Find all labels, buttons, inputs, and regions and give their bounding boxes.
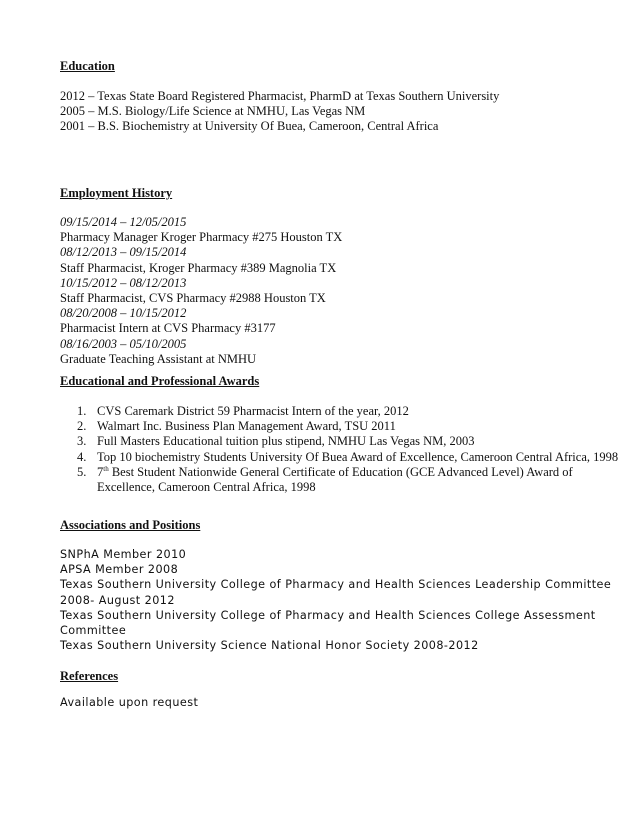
- award-text: Top 10 biochemistry Students University Of Buea Award of Excellence, Cameroon Central Africa, 1998: [97, 449, 619, 464]
- association-line: Texas Southern University College of Pharmacy and Health Sciences College Assessment: [60, 608, 596, 622]
- association-line: SNPhA Member 2010: [60, 548, 187, 561]
- job-dates: 10/15/2012 – 08/12/2013: [60, 275, 187, 290]
- education-list: [60, 89, 620, 135]
- associations-list: [60, 547, 620, 653]
- award-number: 2.: [77, 419, 87, 434]
- award-text: Walmart Inc. Business Plan Management Award, TSU 2011: [97, 419, 396, 434]
- job-title: Staff Pharmacist, Kroger Pharmacy #389 Magnolia TX: [60, 260, 337, 275]
- job-title: Pharmacy Manager Kroger Pharmacy #275 Houston TX: [60, 230, 343, 245]
- job-title: Pharmacist Intern at CVS Pharmacy #3177: [60, 321, 276, 336]
- award-text: Best Student Nationwide General Certificate of Education (GCE Advanced Level) Award of Excellence, Cameroon Central Africa, 1998: [97, 464, 573, 495]
- association-line: Texas Southern University College of Pharmacy and Health Sciences Leadership Committee: [60, 578, 612, 592]
- education-item: 2012 – Texas State Board Registered Pharmacist, PharmD at Texas Southern University: [60, 89, 500, 103]
- association-line: Texas Southern University Science National Honor Society 2008-2012: [60, 639, 479, 653]
- associations-heading: Associations and Positions: [60, 518, 201, 532]
- award-item: [60, 434, 620, 449]
- job-dates: 08/12/2013 – 09/15/2014: [60, 245, 187, 260]
- awards-heading: Educational and Professional Awards: [60, 374, 260, 388]
- award-text: Full Masters Educational tuition plus stipend, NMHU Las Vegas NM, 2003: [97, 434, 475, 449]
- employment-list: [60, 215, 620, 367]
- references-text: Available upon request: [60, 696, 199, 709]
- association-line: 2008- August 2012: [60, 593, 175, 607]
- award-ordinal-suffix: th: [103, 464, 109, 473]
- award-text: CVS Caremark District 59 Pharmacist Intern of the year, 2012: [97, 404, 409, 418]
- job-title: Staff Pharmacist, CVS Pharmacy #2988 Houston TX: [60, 290, 326, 305]
- award-text-wrapper: [97, 465, 620, 495]
- awards-list: [60, 404, 620, 495]
- job-dates: 08/20/2008 – 10/15/2012: [60, 306, 187, 321]
- award-number: 3.: [77, 434, 87, 449]
- award-item: [60, 419, 620, 434]
- job-title: Graduate Teaching Assistant at NMHU: [60, 351, 257, 366]
- education-item: 2001 – B.S. Biochemistry at University Of Buea, Cameroon, Central Africa: [60, 119, 439, 134]
- award-ordinal: 7: [97, 464, 104, 479]
- job-dates: 08/16/2003 – 05/10/2005: [60, 336, 187, 351]
- award-item: [60, 450, 620, 465]
- award-item: [60, 404, 620, 419]
- award-number: 4.: [77, 449, 87, 464]
- association-line: Committee: [60, 623, 127, 637]
- employment-heading: Employment History: [60, 186, 173, 200]
- education-heading: Education: [60, 59, 115, 73]
- education-item: 2005 – M.S. Biology/Life Science at NMHU, Las Vegas NM: [60, 104, 366, 119]
- award-number: 1.: [77, 404, 87, 418]
- references-heading: References: [60, 669, 119, 683]
- association-line: APSA Member 2008: [60, 563, 179, 577]
- award-item: [60, 465, 620, 495]
- references-text-block: [60, 695, 620, 710]
- award-number: 5.: [77, 464, 87, 479]
- job-dates: 09/15/2014 – 12/05/2015: [60, 215, 187, 229]
